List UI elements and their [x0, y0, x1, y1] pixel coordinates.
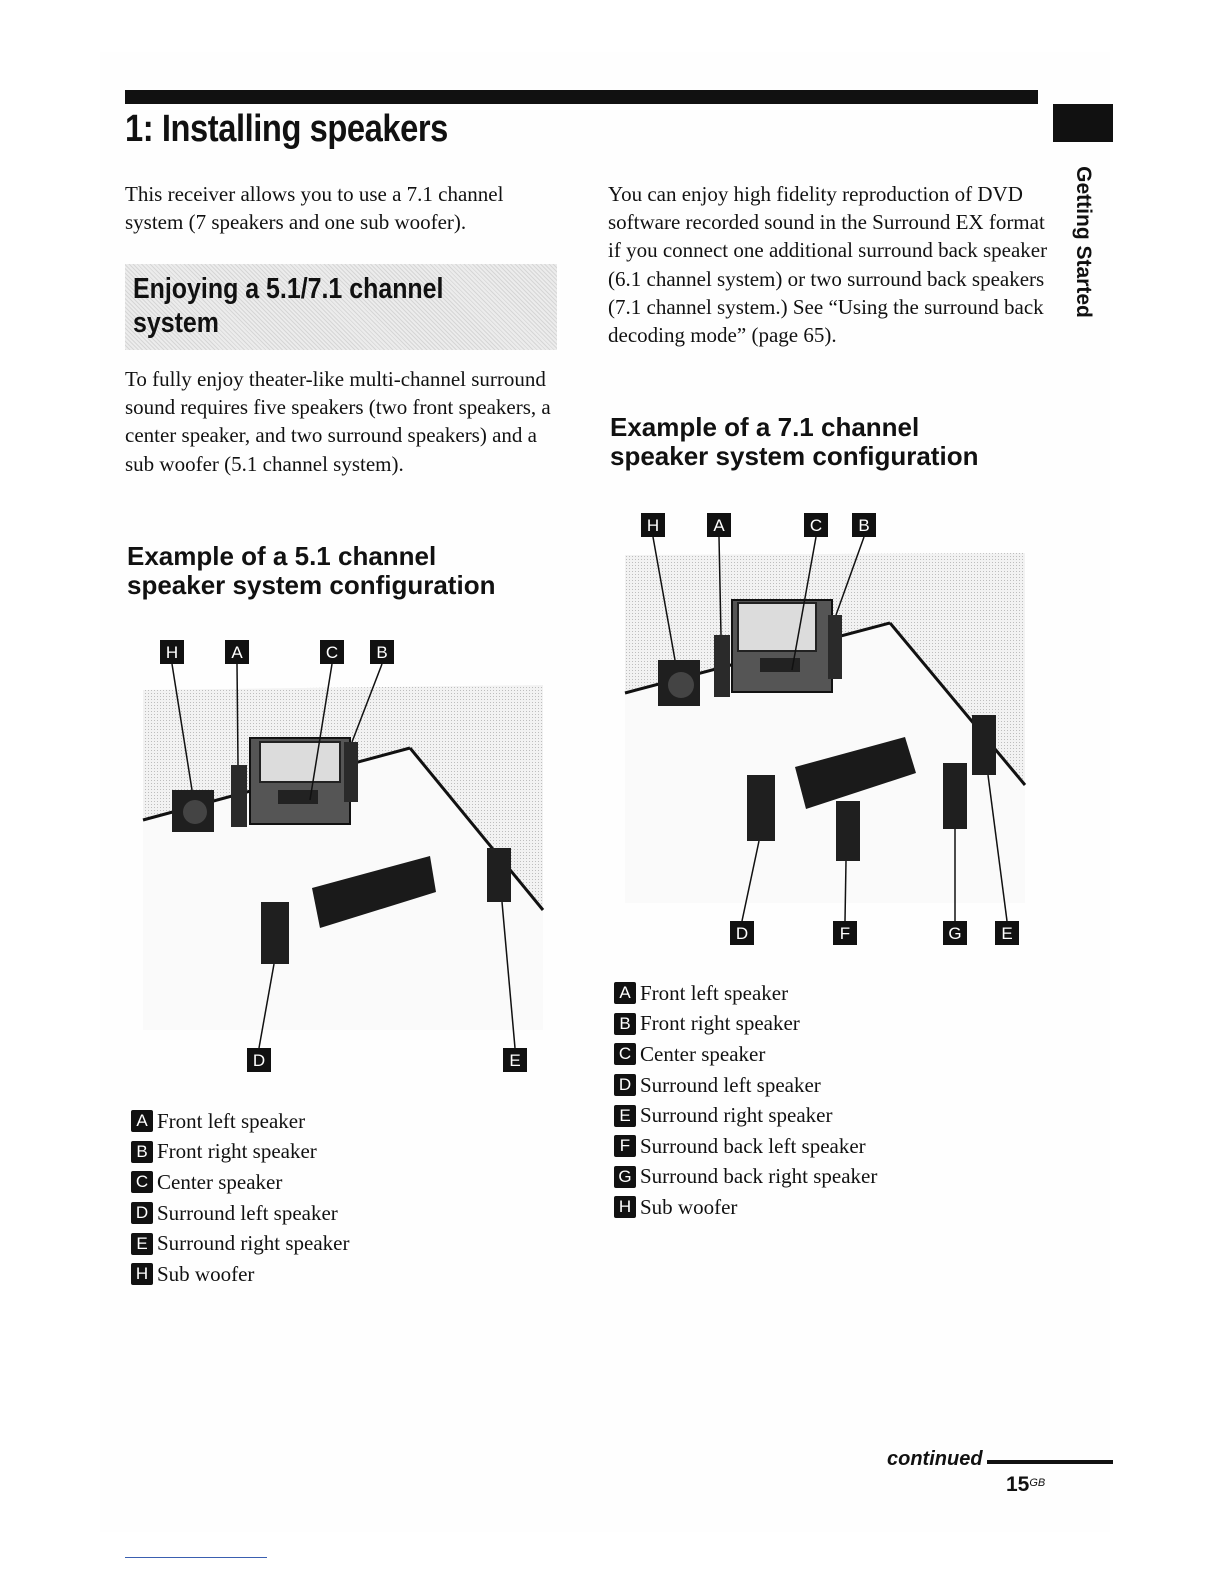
- legend-label: Front left speaker: [157, 1108, 306, 1133]
- page-number: [1006, 1473, 1045, 1497]
- legend-label: Surround back right speaker: [640, 1164, 878, 1189]
- subwoofer-cone: [183, 800, 207, 824]
- legend-7-1: [614, 978, 877, 1223]
- callout-d-label: D: [252, 1051, 266, 1070]
- surround-back-left-speaker-shape: [836, 801, 860, 861]
- legend-item: [614, 1100, 877, 1131]
- callout-d-label: D: [735, 924, 749, 943]
- front-left-speaker-shape: [231, 765, 247, 827]
- section-banner: [125, 264, 557, 350]
- diagram-7-1-channel: [620, 505, 1040, 955]
- page-number-suffix: GB: [1029, 1477, 1046, 1489]
- bottom-link-rule: [125, 1557, 267, 1558]
- legend-key: A: [614, 982, 636, 1004]
- legend-item: [131, 1106, 349, 1137]
- page-title: 1: Installing speakers: [125, 108, 448, 150]
- legend-label: Surround left speaker: [640, 1072, 821, 1097]
- callout-h: [160, 640, 184, 664]
- callout-a-label: A: [231, 643, 243, 662]
- legend-key: C: [131, 1171, 153, 1193]
- legend-key: F: [614, 1135, 636, 1157]
- legend-item: [614, 1070, 877, 1101]
- legend-item: [614, 1131, 877, 1162]
- legend-key: B: [131, 1141, 153, 1163]
- legend-item: [131, 1228, 349, 1259]
- callout-b-label: B: [376, 643, 388, 662]
- callout-a: [707, 513, 731, 537]
- front-right-speaker-shape: [828, 615, 842, 679]
- legend-key: B: [614, 1013, 636, 1035]
- legend-label: Surround right speaker: [157, 1231, 350, 1256]
- legend-label: Front left speaker: [640, 980, 789, 1005]
- callout-c: [320, 640, 344, 664]
- tv-screen: [738, 603, 816, 651]
- callout-a: [225, 640, 249, 664]
- page-number-value: 15: [1006, 1473, 1030, 1496]
- banner-line-2: system: [133, 307, 219, 339]
- legend-label: Sub woofer: [157, 1261, 255, 1286]
- callout-c-label: C: [325, 643, 339, 662]
- example51-heading-line2: speaker system configuration: [127, 570, 496, 600]
- continued-rule: [987, 1460, 1113, 1464]
- front-left-speaker-shape: [714, 635, 730, 697]
- legend-item: [614, 1009, 877, 1040]
- intro-left-text: This receiver allows you to use a 7.1 channel system (7 speakers and one sub woofer).: [125, 182, 504, 235]
- legend-item: [131, 1167, 349, 1198]
- legend-label: Surround back left speaker: [640, 1133, 866, 1158]
- legend-label: Surround left speaker: [157, 1200, 338, 1225]
- legend-item: [131, 1259, 349, 1290]
- legend-item: [614, 1192, 877, 1223]
- legend-label: Sub woofer: [640, 1194, 738, 1219]
- tv-screen: [260, 742, 340, 782]
- intro-right-text: You can enjoy high fidelity reproduction of DVD software recorded sound in the Surround EX format if you connect one additional surround back speaker (6.1 channel system) or two surround back speakers (7.1 channel system.) See “Using the surround back decoding mode” (page 65).: [608, 182, 1048, 348]
- callout-h-label: H: [165, 643, 179, 662]
- surround-right-speaker-shape: [487, 848, 511, 902]
- section-banner-title: [133, 272, 546, 340]
- leader-f: [845, 861, 846, 921]
- side-tab-label: Getting Started: [1072, 166, 1095, 318]
- legend-key: C: [614, 1043, 636, 1065]
- callout-b: [370, 640, 394, 664]
- legend-key: D: [614, 1074, 636, 1096]
- legend-key: H: [131, 1263, 153, 1285]
- banner-line-1: Enjoying a 5.1/7.1 channel: [133, 273, 444, 305]
- callout-e-label: E: [1001, 924, 1013, 943]
- legend-key: H: [614, 1196, 636, 1218]
- legend-item: [131, 1198, 349, 1229]
- surround-right-speaker-shape: [972, 715, 996, 775]
- continued-label: continued: [887, 1448, 983, 1470]
- subwoofer-cone: [668, 672, 694, 698]
- surround-back-right-speaker-shape: [943, 763, 967, 829]
- example51-heading-line1: Example of a 5.1 channel: [127, 541, 437, 571]
- callout-f: [833, 921, 857, 945]
- example51-heading: [127, 542, 567, 600]
- legend-key: A: [131, 1110, 153, 1132]
- legend-item: [614, 1039, 877, 1070]
- example71-heading: [610, 413, 1050, 471]
- callout-h-label: H: [646, 516, 660, 535]
- legend-key: E: [131, 1233, 153, 1255]
- title-rule: [125, 90, 1038, 104]
- callout-e: [995, 921, 1019, 945]
- legend-item: [614, 978, 877, 1009]
- legend-5-1: [131, 1106, 349, 1290]
- callout-c-label: C: [809, 516, 823, 535]
- callout-d: [730, 921, 754, 945]
- legend-label: Front right speaker: [157, 1139, 317, 1164]
- callout-a-label: A: [713, 516, 725, 535]
- surround-left-speaker-shape: [261, 902, 289, 964]
- surround-left-speaker-shape: [747, 775, 775, 841]
- example71-heading-line2: speaker system configuration: [610, 441, 979, 471]
- callout-g-label: G: [948, 924, 962, 943]
- callout-h: [641, 513, 665, 537]
- legend-key: G: [614, 1166, 636, 1188]
- section-paragraph: To fully enjoy theater-like multi-channel surround sound requires five speakers (two front speakers, a center speaker, and two surround speakers) and a sub woofer (5.1 channel system).: [125, 367, 551, 476]
- callout-d: [247, 1048, 271, 1072]
- legend-item: [131, 1137, 349, 1168]
- example71-heading-line1: Example of a 7.1 channel: [610, 412, 920, 442]
- side-tab-marker: [1053, 104, 1113, 142]
- callout-f-label: F: [839, 924, 851, 943]
- legend-label: Surround right speaker: [640, 1103, 833, 1128]
- callout-b: [852, 513, 876, 537]
- legend-label: Center speaker: [640, 1041, 766, 1066]
- legend-key: E: [614, 1105, 636, 1127]
- legend-label: Front right speaker: [640, 1011, 800, 1036]
- callout-e: [503, 1048, 527, 1072]
- callout-b-label: B: [858, 516, 870, 535]
- legend-item: [614, 1162, 877, 1193]
- callout-c: [804, 513, 828, 537]
- legend-label: Center speaker: [157, 1169, 283, 1194]
- diagram-5-1-channel: [130, 630, 560, 1090]
- callout-g: [943, 921, 967, 945]
- front-right-speaker-shape: [344, 742, 358, 802]
- callout-e-label: E: [509, 1051, 521, 1070]
- legend-key: D: [131, 1202, 153, 1224]
- leader-a: [237, 664, 238, 765]
